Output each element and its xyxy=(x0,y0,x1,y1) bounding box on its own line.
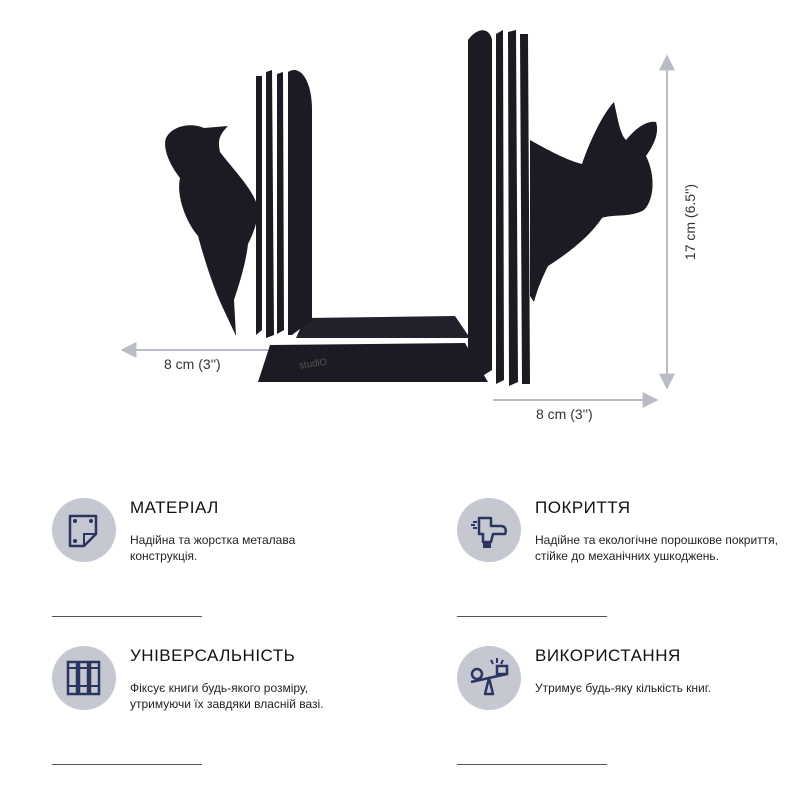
feature-title: ВИКОРИСТАННЯ xyxy=(535,646,681,665)
left-bookend xyxy=(165,70,312,338)
svg-text:ˢᵗᵘᵈᴵᴼ: ˢᵗᵘᵈᴵᴼ xyxy=(298,355,329,375)
divider xyxy=(52,764,202,765)
divider xyxy=(52,616,202,617)
feature-material xyxy=(52,498,412,628)
feature-description: Надійне та екологічне порошкове покриття, стійке до механічних ушкоджень. xyxy=(535,533,778,563)
right-width-label: 8 cm (3'') xyxy=(536,406,593,422)
metal-plate-icon xyxy=(52,498,116,562)
divider xyxy=(457,764,607,765)
feature-universality xyxy=(52,646,412,776)
right-bookend xyxy=(468,30,657,386)
height-label: 17 cm (6.5'') xyxy=(682,183,698,261)
feature-description: Утримує будь-яку кількість книг. xyxy=(535,681,712,695)
divider xyxy=(457,616,607,617)
balance-weight-icon xyxy=(457,646,521,710)
feature-description: Надійна та жорстка металава конструкція. xyxy=(130,533,296,563)
feature-title: ПОКРИТТЯ xyxy=(535,498,631,517)
feature-coating xyxy=(457,498,800,628)
left-width-label: 8 cm (3'') xyxy=(164,356,221,372)
feature-usage xyxy=(457,646,800,776)
feature-title: УНІВЕРСАЛЬНІСТЬ xyxy=(130,646,296,665)
left-base-plate xyxy=(258,343,488,382)
feature-title: МАТЕРІАЛ xyxy=(130,498,219,517)
feature-description: Фіксує книги будь-якого розміру, утримуючи їх завдяки власній вазі. xyxy=(130,681,324,711)
books-icon xyxy=(52,646,116,710)
spray-gun-icon xyxy=(457,498,521,562)
right-base-plate xyxy=(296,316,470,338)
